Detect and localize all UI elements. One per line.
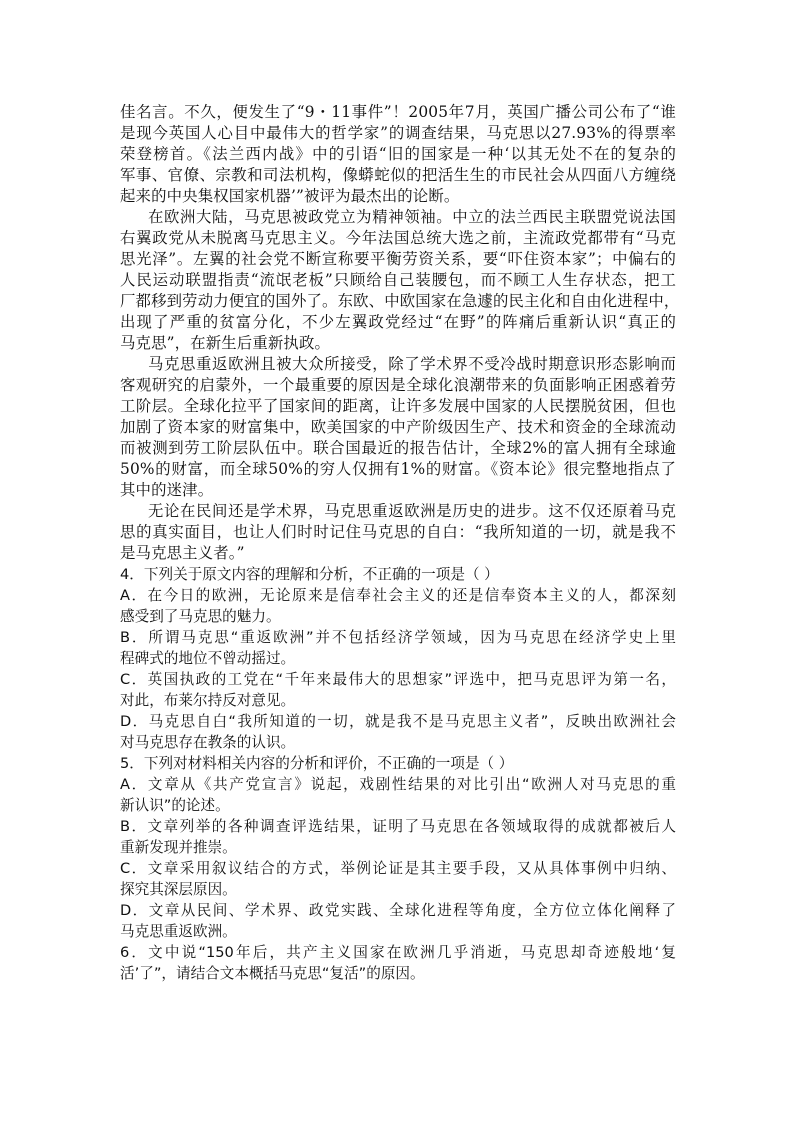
question-6 bbox=[120, 942, 676, 984]
passage-paragraph-4 bbox=[120, 501, 676, 564]
text-line: 马克思”，在新生后重新执政。 bbox=[120, 334, 331, 352]
text-line: 马克思重返欧洲且被大众所接受，除了学术界不受冷战时期意识形态影响而 bbox=[148, 355, 676, 373]
text-line: 是现今英国人心目中最伟大的哲学家”的调查结果，马克思以27.93%的得票率 bbox=[120, 124, 676, 142]
text-line: 人民运动联盟指责“流氓老板”只顾给自己装腰包，而不顾工人生存状态，把工 bbox=[120, 271, 676, 289]
option-line: C．英国执政的工党在“千年来最伟大的思想家”评选中，把马克思评为第一名， bbox=[120, 671, 676, 688]
question-stem: 6．文中说“150年后，共产主义国家在欧洲几乎消逝，马克思却奇迹般地‘复 bbox=[120, 944, 676, 961]
option-line: A．文章从《共产党宣言》说起，戏剧性结果的对比引出“欧洲人对马克思的重 bbox=[120, 776, 676, 793]
question-5 bbox=[120, 753, 676, 942]
text-line: 加剧了资本家的财富集中，欧美国家的中产阶级因生产、技术和资金的全球流动 bbox=[120, 418, 676, 436]
option-d bbox=[120, 900, 676, 942]
text-line: 荣登榜首。《法兰西内战》中的引语“旧的国家是一种‘以其无处不在的复杂的 bbox=[120, 145, 676, 163]
text-line: 起来的中央集权国家机器’”被评为最杰出的论断。 bbox=[120, 187, 460, 205]
text-line: 而被测到劳工阶层队伍中。联合国最近的报告估计，全球2%的富人拥有全球逾 bbox=[120, 439, 676, 457]
option-line: 程碑式的地位不曾动摇过。 bbox=[120, 650, 296, 667]
text-line: 右翼政党从未脱离马克思主义。今年法国总统大选之前，主流政党都带有“马克 bbox=[120, 229, 676, 247]
option-a bbox=[120, 585, 676, 627]
option-line: D．文章从民间、学术界、政党实践、全球化进程等角度，全方位立体化阐释了 bbox=[120, 902, 676, 919]
option-line: B．所谓马克思“重返欧洲”并不包括经济学领域，因为马克思在经济学史上里 bbox=[120, 629, 676, 646]
text-line: 50%的财富，而全球50%的穷人仅拥有1%的财富。《资本论》很完整地指点了 bbox=[120, 460, 676, 478]
option-line: 新认识”的论述。 bbox=[120, 797, 230, 814]
option-line: B．文章列举的各种调查评选结果，证明了马克思在各领域取得的成就都被后人 bbox=[120, 818, 676, 835]
text-line: 工阶层。全球化拉平了国家间的距离，让许多发展中国家的人民摆脱贫困，但也 bbox=[120, 397, 676, 415]
text-line: 思光泽”。左翼的社会党不断宣称要平衡劳资关系，要“吓住资本家”；中偏右的 bbox=[120, 250, 676, 268]
text-line: 厂都移到劳动力便宜的国外了。东欧、中欧国家在急遽的民主化和自由化进程中， bbox=[120, 292, 680, 310]
text-line: 在欧洲大陆，马克思被政党立为精神领袖。中立的法兰西民主联盟党说法国 bbox=[148, 208, 676, 226]
text-line: 无论在民间还是学术界，马克思重返欧洲是历史的进步。这不仅还原着马克 bbox=[148, 502, 676, 520]
option-d bbox=[120, 711, 676, 753]
text-line: 是马克思主义者。” bbox=[120, 544, 245, 562]
option-line: A．在今日的欧洲，无论原来是信奉社会主义的还是信奉资本主义的人，都深刻 bbox=[120, 587, 676, 604]
option-line: 对马克思存在教条的认识。 bbox=[120, 734, 296, 751]
question-stem: 5．下列对材料相关内容的分析和评价，不正确的一项是（ ） bbox=[120, 755, 514, 772]
option-line: 感受到了马克思的魅力。 bbox=[120, 608, 281, 625]
option-c bbox=[120, 858, 676, 900]
question-stem: 4．下列关于原文内容的理解和分析，不正确的一项是（ ） bbox=[120, 566, 499, 583]
option-line: 对此，布莱尔持反对意见。 bbox=[120, 692, 296, 709]
text-line: 军事、官僚、宗教和司法机构，像蟒蛇似的把活生生的市民社会从四面八方缠绕 bbox=[120, 166, 676, 184]
text-line: 客观研究的启蒙外，一个最重要的原因是全球化浪潮带来的负面影响正困惑着劳 bbox=[120, 376, 676, 394]
passage-paragraph-3 bbox=[120, 354, 676, 501]
text-line: 其中的迷津。 bbox=[120, 481, 214, 499]
option-b bbox=[120, 816, 676, 858]
option-line: 马克思重返欧洲。 bbox=[120, 923, 237, 940]
option-line: D．马克思自白“我所知道的一切，就是我不是马克思主义者”，反映出欧洲社会 bbox=[120, 713, 676, 730]
text-line: 出现了严重的贫富分化，不少左翼政党经过“在野”的阵痛后重新认识“真正的 bbox=[120, 313, 676, 331]
option-a bbox=[120, 774, 676, 816]
option-b bbox=[120, 627, 676, 669]
passage-paragraph-2 bbox=[120, 207, 680, 354]
text-line: 思的真实面目，也让人们时时记住马克思的自白：“我所知道的一切，就是我不 bbox=[120, 523, 676, 541]
passage-paragraph-1 bbox=[120, 102, 676, 207]
question-section bbox=[120, 564, 676, 984]
question-stem: 活’了”，请结合文本概括马克思“复活”的原因。 bbox=[120, 965, 425, 982]
option-line: C．文章采用叙议结合的方式，举例论证是其主要手段，又从具体事例中归纳、 bbox=[120, 860, 676, 877]
reading-passage bbox=[120, 102, 680, 564]
text-line: 佳名言。不久，便发生了“9・11事件”！2005年7月，英国广播公司公布了“谁 bbox=[120, 103, 676, 121]
option-c bbox=[120, 669, 676, 711]
question-4 bbox=[120, 564, 676, 753]
document-page bbox=[120, 102, 680, 984]
option-line: 重新发现并推崇。 bbox=[120, 839, 237, 856]
option-line: 探究其深层原因。 bbox=[120, 881, 237, 898]
